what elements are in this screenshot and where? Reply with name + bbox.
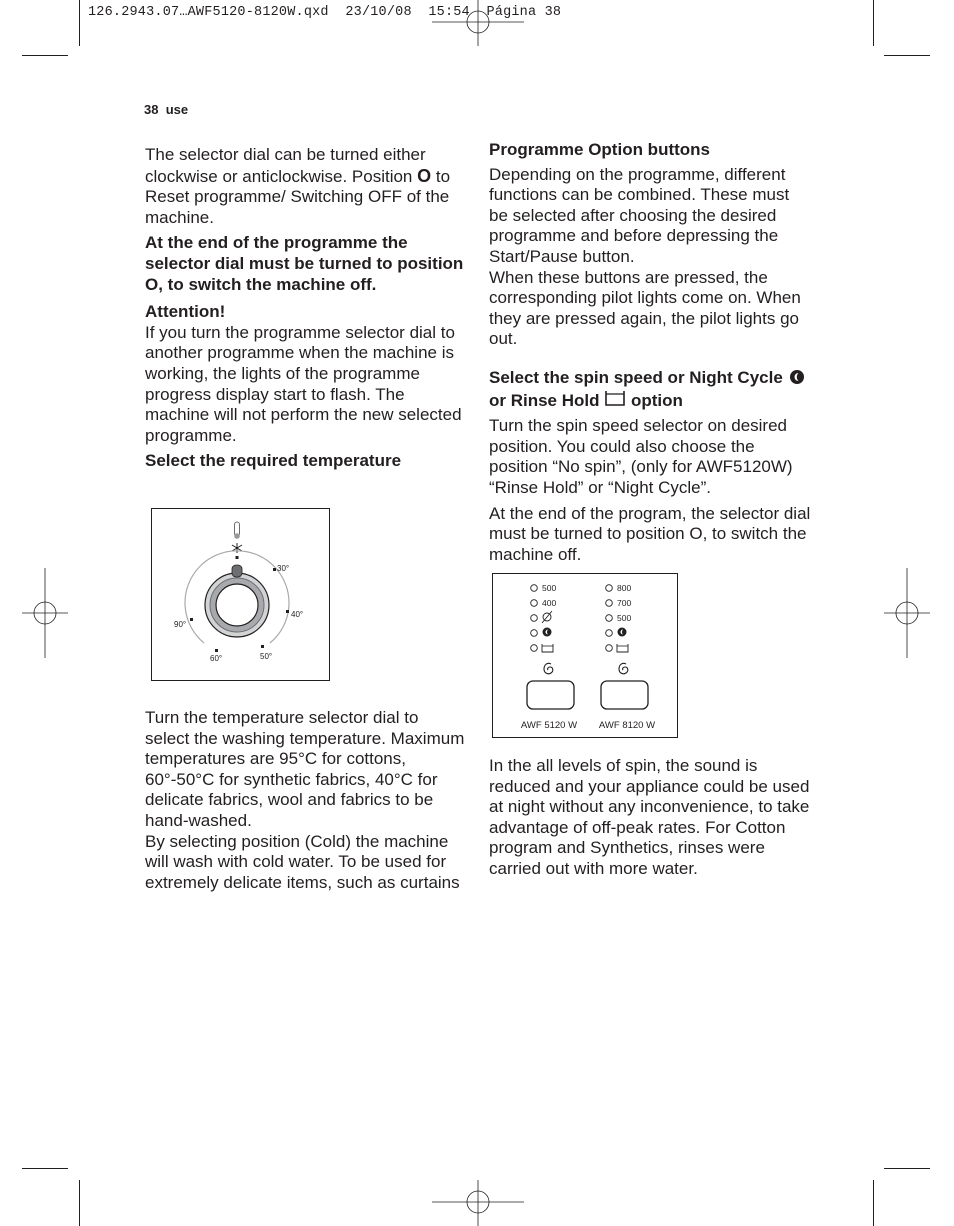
temperature-text: Turn the temperature selector dial to select the washing temperature. Maximum temperatures are 95°C for cottons, 60°-50°C for synthetic fabrics, 40°C for delicate fabrics, wool and fabrics to be hand-washed. [145, 708, 465, 830]
crop-mark [22, 1168, 68, 1169]
cold-position-text: By selecting position (Cold) the machine will wash with cold water. To be used for extremely delicate items, such as curtains [145, 831, 460, 892]
page-number: 38 [144, 102, 159, 117]
model-label-5120: AWF 5120 W [520, 720, 578, 731]
crop-mark [884, 55, 930, 56]
registration-mark-left [22, 568, 68, 658]
speed-b-700: 700 [617, 598, 632, 608]
night-cycle-icon [543, 628, 552, 637]
running-header [144, 102, 188, 117]
crop-mark [22, 55, 68, 56]
options-heading: Programme Option buttons [489, 140, 710, 159]
spin-button-8120[interactable] [601, 681, 648, 709]
night-cycle-icon [618, 628, 627, 637]
spin-text: Turn the spin speed selector on desired position. You could also choose the position “No spin”, (only for AWF5120W) “Rinse Hold” or “Night Cycle”. [489, 416, 793, 497]
dial-label-50: 50° [260, 652, 273, 661]
options-text-2: When these buttons are pressed, the corresponding pilot lights come on. When they are pressed again, the pilot lights go out. [489, 267, 801, 349]
crop-mark [873, 1180, 874, 1226]
night-cycle-icon [788, 369, 806, 385]
rinse-hold-icon [617, 644, 628, 652]
dial-label-60: 60° [210, 654, 223, 663]
warning-end-of-programme: At the end of the programme the selector dial must be turned to position O, to switch the machine off. [145, 233, 464, 294]
left-column-lower [145, 708, 465, 893]
dial-label-30: 30° [277, 564, 290, 573]
attention-heading: Attention! [145, 302, 226, 322]
crop-mark [79, 1180, 80, 1226]
spin-icon [619, 663, 628, 673]
paragraph-selector-dial: The selector dial can be turned either clockwise or anticlockwise. Position O to Reset programme/ Switching OFF of the machine. [145, 145, 451, 227]
crop-mark [884, 1168, 930, 1169]
registration-mark-top [432, 0, 524, 46]
right-column-lower [489, 756, 811, 880]
spin-end-text: At the end of the program, the selector dial must be turned to position O, to switch the machine off. [489, 503, 811, 564]
registration-mark-bottom [432, 1180, 524, 1226]
thermometer-icon [234, 522, 240, 539]
spin-panel-figure [492, 573, 678, 738]
attention-text: If you turn the programme selector dial to another programme when the machine is working, the lights of the programme progress display start to flash. The machine will not perform the new selected programme. [145, 322, 462, 445]
rinse-hold-icon [604, 389, 626, 407]
temperature-heading: Select the required temperature [145, 451, 402, 471]
registration-mark-right [884, 568, 930, 658]
crop-mark [873, 0, 874, 46]
night-text: In the all levels of spin, the sound is reduced and your appliance could be used at night without any inconvenience, to take advantage of off-peak rates. For Cotton program and Synthetics, rinses were carried out with more water. [489, 756, 810, 878]
file-slug: 126.2943.07…AWF5120-8120W.qxd 23/10/08 15:54 Página 38 [88, 5, 562, 20]
left-column [145, 145, 465, 472]
speed-a-500: 500 [542, 583, 557, 593]
rinse-hold-icon [542, 644, 553, 652]
right-column [489, 140, 811, 565]
spin-button-5120[interactable] [527, 681, 574, 709]
dial-label-40: 40° [291, 610, 304, 619]
speed-a-400: 400 [542, 598, 557, 608]
dial-label-90: 90° [174, 620, 187, 629]
spin-icon [544, 663, 553, 673]
temperature-dial-figure [151, 508, 330, 681]
speed-b-500: 500 [617, 613, 632, 623]
crop-mark [79, 0, 80, 46]
section-name: use [165, 102, 189, 117]
spin-heading: Select the spin speed or Night Cycle or Rinse Hold option [489, 368, 811, 411]
temperature-dial-diagram [152, 509, 329, 680]
speed-b-800: 800 [617, 583, 632, 593]
spin-panel-diagram [493, 574, 677, 737]
no-spin-icon [542, 611, 552, 623]
model-label-8120: AWF 8120 W [598, 720, 656, 731]
options-text: Depending on the programme, different functions can be combined. These must be selected after choosing the desired programme and before depressing the Start/Pause button. [489, 164, 790, 266]
